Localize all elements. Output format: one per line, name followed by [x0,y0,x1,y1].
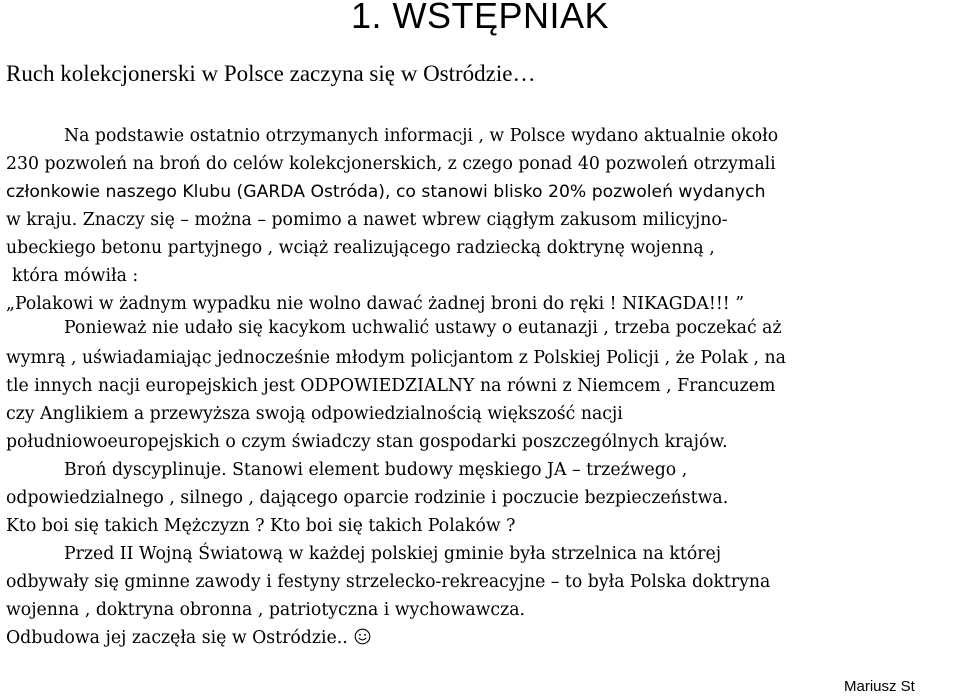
body-line-9: wymrą , uświadamiając jednocześnie młodym policjantom z Polskiej Policji , że Polak , na [6,348,786,368]
body-line-16: Przed II Wojną Światową w każdej polskiej gminie była strzelnica na której [64,544,722,564]
body-line-6: która mówiła : [12,266,139,286]
body-line-12: południowoeuropejskich o czym świadczy stan gospodarki poszczególnych krajów. [6,432,728,452]
body-line-13: Broń dyscyplinuje. Stanowi element budowy męskiego JA – trzeźwego , [64,460,688,480]
body-line-1: Na podstawie ostatnio otrzymanych informacji , w Polsce wydano aktualnie około [64,126,779,146]
body-line-2: 230 pozwoleń na broń do celów kolekcjonerskich, z czego ponad 40 pozwoleń otrzymali [6,154,776,174]
body-line-18: wojenna , doktryna obronna , patriotyczna i wychowawcza. [6,600,526,620]
smiley-icon [354,628,371,645]
body-line-4: w kraju. Znaczy się – można – pomimo a nawet wbrew ciągłym zakusom milicyjno- [6,210,728,230]
quote-line: „Polakowi w żadnym wypadku nie wolno dawać żadnej broni do ręki ! NIKAGDA!!! ” [6,294,745,314]
body-line-3: członkowie naszego Klubu (GARDA Ostróda), co stanowi blisko 20% pozwoleń wydanych [6,182,766,202]
closing-text: Odbudowa jej zaczęła się w Ostródzie.. [6,628,348,648]
article-subtitle: Ruch kolekcjonerski w Polsce zaczyna się w Ostródzie… [6,61,536,86]
body-line-15: Kto boi się takich Mężczyzn ? Kto boi się takich Polaków ? [6,516,516,536]
page-title: 1. WSTĘPNIAK [350,0,610,36]
body-line-19 [6,626,371,650]
body-line-8: Ponieważ nie udało się kacykom uchwalić ustawy o eutanazji , trzeba poczekać aż [64,318,782,338]
body-line-5: ubeckiego betonu partyjnego , wciąż realizującego radziecką doktrynę wojenną , [6,238,715,258]
body-line-14: odpowiedzialnego , silnego , dającego oparcie rodzinie i poczucie bezpieczeństwa. [6,488,729,508]
author-signature: Mariusz St [844,678,915,695]
body-line-11: czy Anglikiem a przewyższa swoją odpowiedzialnością większość nacji [6,404,623,424]
body-line-10: tle innych nacji europejskich jest ODPOWIEDZIALNY na równi z Niemcem , Francuzem [6,376,776,396]
body-line-17: odbywały się gminne zawody i festyny strzelecko-rekreacyjne – to była Polska doktryna [6,572,771,592]
